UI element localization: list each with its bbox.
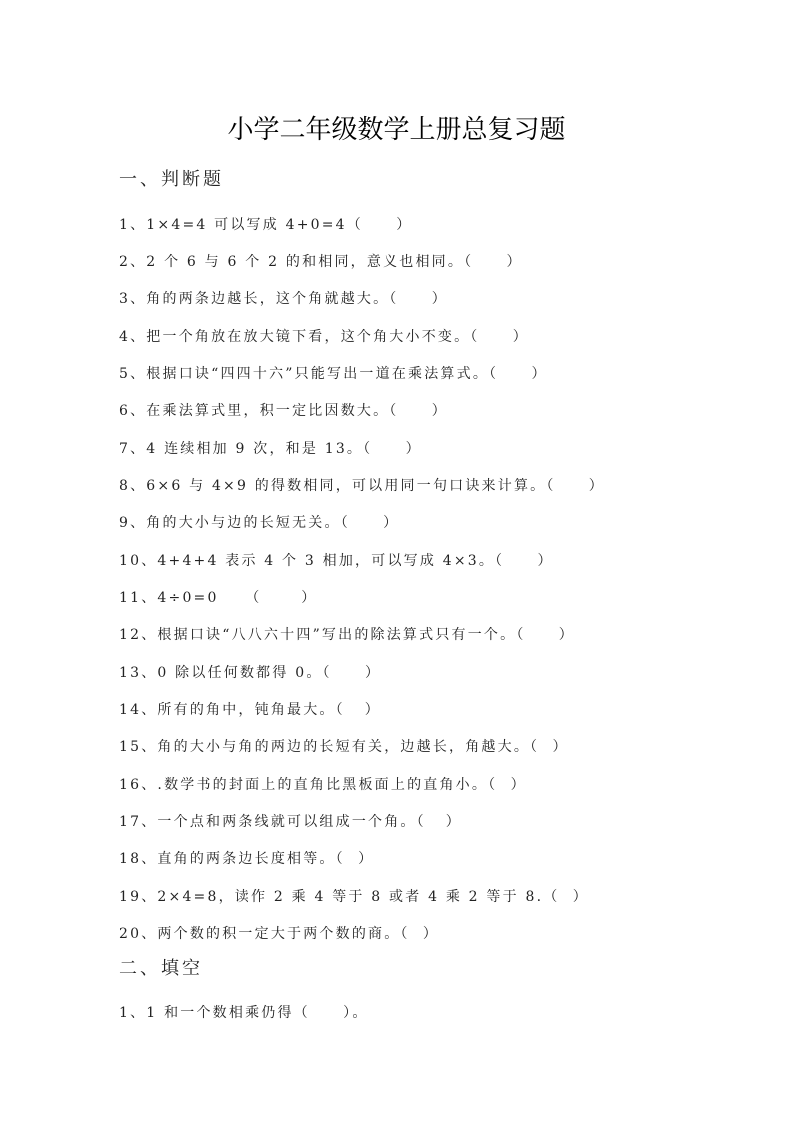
question-item: 17、一个点和两条线就可以组成一个角。（ ） <box>119 814 462 830</box>
question-item: 15、角的大小与角的两边的长短有关，边越长，角越大。（ ） <box>119 739 569 755</box>
question-item: 9、角的大小与边的长短无关。（ ） <box>119 515 400 531</box>
question-item: 5、根据口诀“四四十六”只能写出一道在乘法算式。（ ） <box>119 366 548 382</box>
question-item: 13、0 除以任何数都得 0。（ ） <box>119 665 382 681</box>
page-title: 小学二年级数学上册总复习题 <box>227 115 566 145</box>
question-item: 4、把一个角放在放大镜下看，这个角大小不变。（ ） <box>119 329 529 345</box>
question-item: 11、4÷0=0 （ ） <box>119 590 318 606</box>
question-item: 6、在乘法算式里，积一定比因数大。（ ） <box>119 403 448 419</box>
question-item: 10、4+4+4 表示 4 个 3 相加，可以写成 4×3。（ ） <box>119 553 554 569</box>
question-item: 20、两个数的积一定大于两个数的商。（ ） <box>119 926 440 942</box>
question-item: 2、2 个 6 与 6 个 2 的和相同，意义也相同。（ ） <box>119 254 523 270</box>
section-heading-fill-in: 二、填空 <box>119 958 203 979</box>
question-item: 7、4 连续相加 9 次，和是 13。（ ） <box>119 441 422 457</box>
question-item: 12、根据口诀“八八六十四”写出的除法算式只有一个。（ ） <box>119 627 575 643</box>
question-item: 19、2×4=8，读作 2 乘 4 等于 8 或者 4 乘 2 等于 8.（ ） <box>119 889 589 905</box>
question-item: 1、1 和一个数相乘仍得（ ）。 <box>119 1005 369 1021</box>
section-heading-true-false: 一、判断题 <box>119 169 224 190</box>
question-item: 14、所有的角中，钝角最大。（ ） <box>119 702 381 718</box>
question-item: 1、1×4=4 可以写成 4+0=4（ ） <box>119 217 413 233</box>
question-item: 18、直角的两条边长度相等。（ ） <box>119 851 375 867</box>
question-item: 16、.数学书的封面上的直角比黑板面上的直角小。（ ） <box>119 777 527 793</box>
question-item: 3、角的两条边越长，这个角就越大。（ ） <box>119 291 448 307</box>
question-item: 8、6×6 与 4×9 的得数相同，可以用同一句口诀来计算。（ ） <box>119 478 605 494</box>
